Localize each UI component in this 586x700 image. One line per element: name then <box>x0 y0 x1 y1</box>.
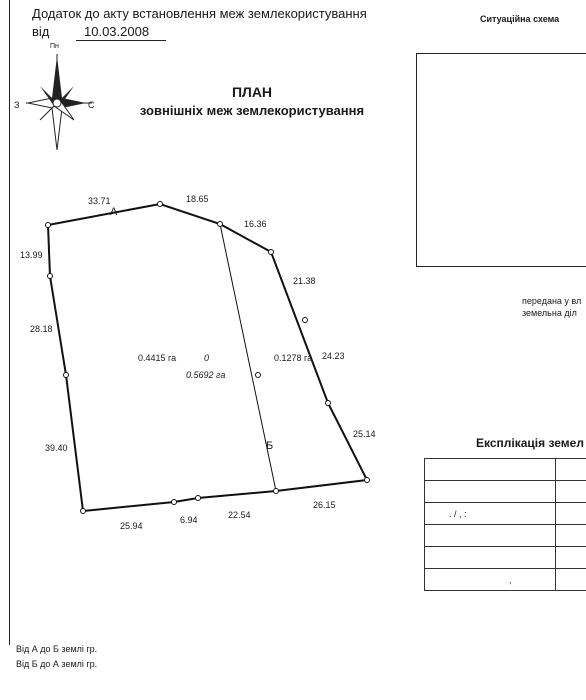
footer-line1: Від А до Б землі гр. <box>16 644 98 654</box>
table-row: . / , : <box>425 503 586 525</box>
distance-label: 13.99 <box>20 250 43 260</box>
area-zero-label: 0 <box>204 353 210 363</box>
distance-label: 33.71 <box>88 196 111 206</box>
situation-title: Ситуаційна схема <box>480 14 560 24</box>
distance-label: 22.54 <box>228 510 251 520</box>
situation-note-line2: земельна діл <box>522 308 577 318</box>
date-prefix: від <box>32 24 50 39</box>
header-title: Додаток до акту встановлення меж землекористування <box>32 6 367 21</box>
document-date: 10.03.2008 <box>84 24 150 39</box>
table-row: , <box>425 569 586 591</box>
distance-label: 25.14 <box>353 429 376 439</box>
distance-label: 28.18 <box>30 324 53 334</box>
point-label-b: Б <box>266 440 274 452</box>
explication-title: Експлікація земел <box>476 436 584 450</box>
area-left-label: 0.4415 га <box>138 353 177 363</box>
distance-label: 26.15 <box>313 500 336 510</box>
distance-label: 39.40 <box>45 443 68 453</box>
plan-subtitle: зовнішніх меж землекористування <box>139 103 365 118</box>
compass-west-label: З <box>14 100 20 110</box>
distance-label: 16.36 <box>244 219 267 229</box>
compass-north-label: Пн <box>50 43 59 50</box>
distance-label: 24.23 <box>322 351 345 361</box>
compass-east-label: С <box>88 100 95 110</box>
footer-line2: Від Б до А землі гр. <box>16 659 98 669</box>
area-total-label: 0.5692 га <box>186 370 226 380</box>
area-right-label: 0.1278 га <box>274 353 313 363</box>
point-label-a: А <box>110 206 118 218</box>
distance-label: 6.94 <box>180 515 198 525</box>
distance-label: 18.65 <box>186 194 209 204</box>
situation-note-line1: передана у вл <box>522 296 582 306</box>
distance-label: 25.94 <box>120 521 143 531</box>
plan-title: ПЛАН <box>231 84 273 100</box>
distance-label: 21.38 <box>293 276 316 286</box>
